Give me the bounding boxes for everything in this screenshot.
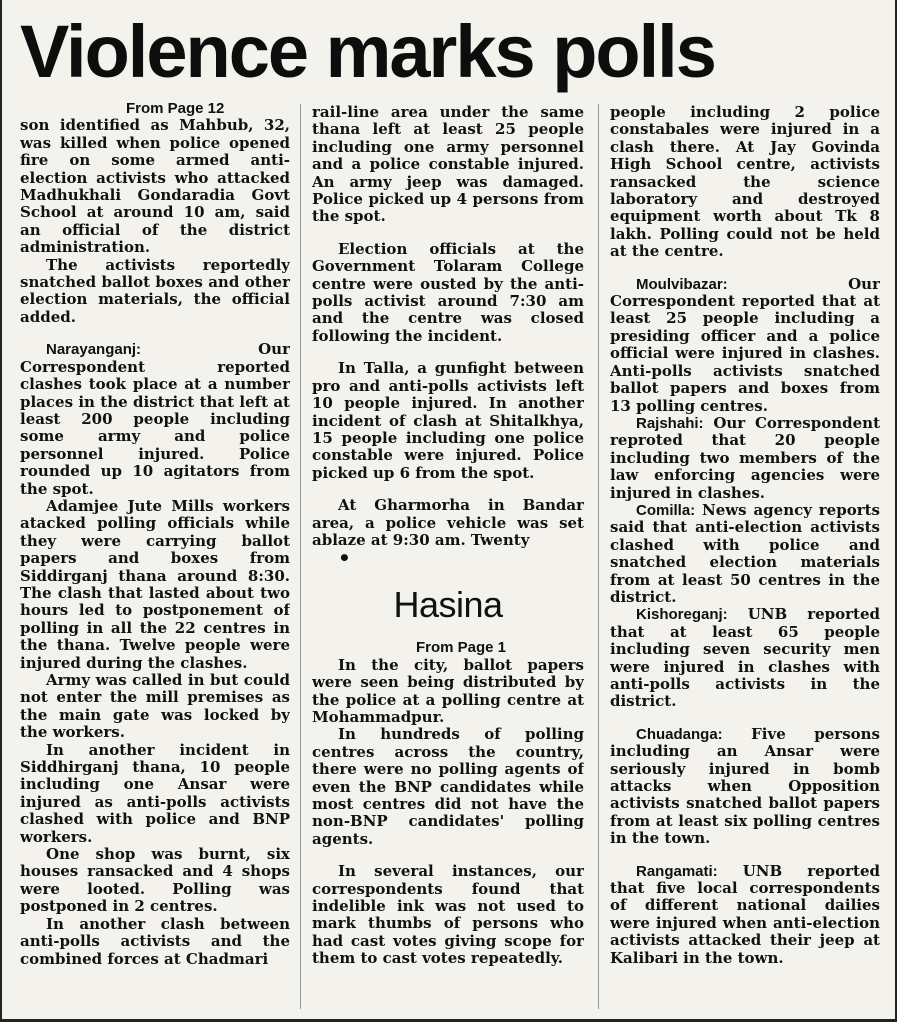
paragraph-comilla (610, 502, 880, 606)
bullet-dot: • (338, 546, 351, 571)
paragraph-kishoreganj (610, 606, 880, 710)
dateline: Kishoreganj: (636, 606, 728, 624)
paragraph-narayanganj (20, 341, 290, 498)
dateline: Narayanganj: (46, 341, 142, 359)
dateline: Moulvibazar: (636, 275, 728, 293)
paragraph-text: UNB reported that at least 65 people including seven security men were injured in clashes with anti-polls activists in the district. (610, 605, 880, 711)
paragraph: son identified as Mahbub, 32, was killed when police opened fire on some armed anti-election activists who attacked Madhukhali Gondaradia Govt School at around 10 am, said an official of the district administration. (20, 116, 290, 257)
paragraph: Army was called in but could not enter the mill premises as the main gate was locked by the workers. (20, 671, 290, 742)
jump-line-from-page-1: From Page 1 (415, 639, 507, 657)
paragraph: In another clash between anti-polls activists and the combined forces at Chadmari (20, 914, 290, 968)
paragraph: Election officials at the Government Tolaram College centre were ousted by the anti-polls activist around 7:30 am and the centre was closed following the incident. (312, 239, 584, 345)
paragraph: One shop was burnt, six houses ransacked and 4 shops were looted. Polling was postponed in 2 centres. (20, 845, 290, 916)
paragraph-rangamati (610, 863, 880, 967)
paragraph: In Talla, a gunfight between pro and anti-polls activists left 10 people injured. In another incident of clash at Shitalkhya, 15 people including one police constable were injured. Police picked up 6 from the spot. (312, 359, 584, 482)
paragraph-text: Our Correspondent reported that at least 25 people including a presiding officer and a police official were injured in clashes. Anti-polls activists snatched ballot papers and boxes from 13 polling centres. (610, 274, 880, 415)
paragraph-text: Our Correspondent reported clashes took place at a number places in the district that left at least 200 people including some army and police personnel injured. Police rounded up 10 agitators from the spot. (20, 340, 290, 498)
dateline: Comilla: (636, 501, 696, 519)
paragraph-rajshahi (610, 415, 880, 502)
paragraph: In another incident in Siddhirganj thana, 10 people including one Ansar were injured as anti-polls activists clashed with police and BNP workers. (20, 740, 290, 846)
column-divider (300, 104, 301, 1009)
paragraph-text: UNB reported that five local correspondents of different national dailies were injured when anti-election activists attacked their jeep at Kalibari in the town. (610, 861, 880, 967)
paragraph-text: Our Correspondent reproted that 20 people including two members of the law enforcing agencies were injured in clashes. (610, 413, 880, 502)
paragraph: In hundreds of polling centres across the country, there were no polling agents of even the BNP candidates while most centres did not have the non-BNP candidates' polling agents. (312, 725, 584, 848)
dateline: Rangamati: (636, 862, 718, 880)
paragraph: At Gharmorha in Bandar area, a police vehicle was set ablaze at 9:30 am. Twenty (312, 496, 584, 549)
headline: Violence marks polls (20, 10, 715, 93)
dateline: Rajshahi: (636, 414, 704, 432)
column-2 (312, 104, 584, 1011)
dateline: Chuadanga: (636, 725, 723, 743)
paragraph-text: News agency reports said that anti-election activists clashed with police and snatched election materials from at least 50 centres in the district. (610, 500, 880, 606)
paragraph-moulvibazar (610, 276, 880, 415)
column-3 (610, 104, 880, 1011)
column-1 (20, 100, 290, 1011)
jump-line-from-page-12: From Page 12 (126, 100, 225, 117)
paragraph: The activists reportedly snatched ballot boxes and other election materials, the official added. (20, 255, 290, 326)
paragraph: Adamjee Jute Mills workers atacked polling officials while they were carrying ballot papers and boxes from Siddirganj thana around 8:30. The clash that lasted about two hours led to postponement of polling in all the 22 centres in the thana. Twelve people were injured during the clashes. (20, 496, 290, 672)
paragraph: rail-line area under the same thana left at least 25 people including one army personnel and a police constable injured. An army jeep was damaged. Police picked up 4 persons from the spot. (312, 104, 584, 226)
paragraph-chuadanga (610, 726, 880, 848)
paragraph: In several instances, our correspondents found that indelible ink was not used to mark thumbs of persons who had cast votes giving scope for them to cast votes repeatedly. (312, 862, 584, 968)
paragraph-text: Five persons including an Ansar were seriously injured in bomb attacks when Opposition activists snatched ballot papers from at least six polling centres in the town. (610, 724, 880, 848)
hasina-title: Hasina (393, 584, 503, 626)
paragraph: people including 2 police constabales were injured in a clash there. At Jay Govinda High School centre, activists ransacked the science laboratory and destroyed equipment worth about Tk 8 lakh. Polling could not be held at the centre. (610, 104, 880, 261)
paragraph: In the city, ballot papers were seen being distributed by the police at a polling centre at Mohammadpur. (312, 655, 584, 726)
column-divider (598, 104, 599, 1009)
